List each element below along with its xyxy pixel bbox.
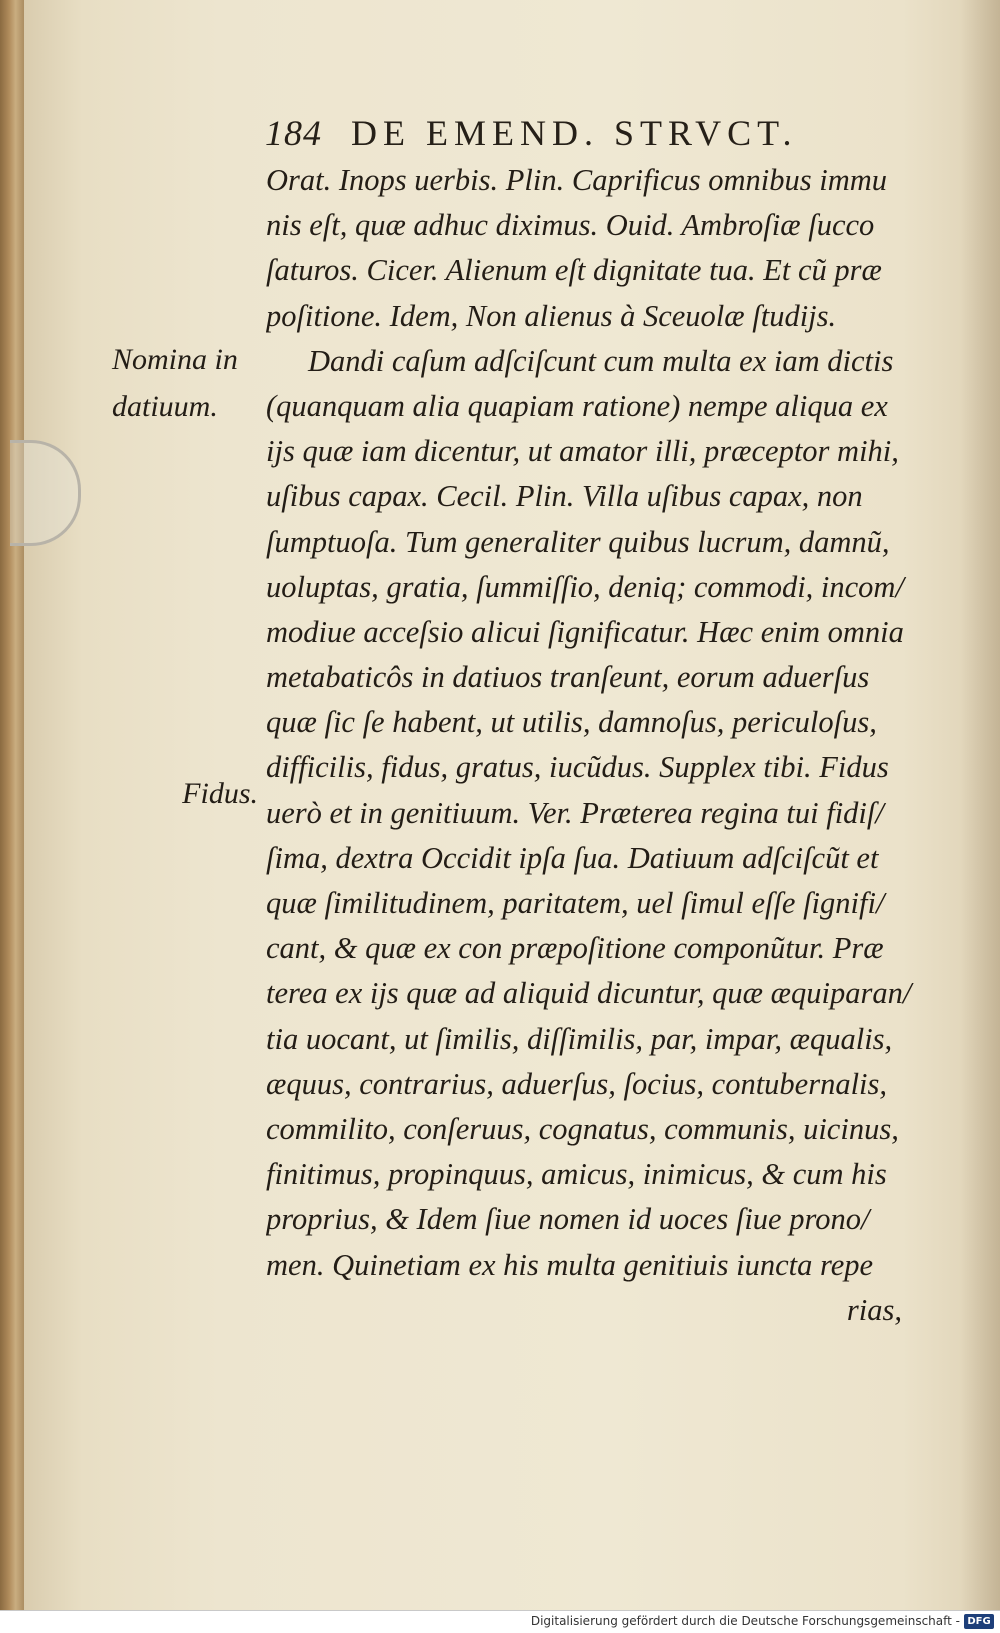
page-header [265, 112, 905, 160]
text-line: uſibus capax. Cecil. Plin. Villa uſibus capax, non [266, 479, 863, 514]
text-line: ijs quæ iam dicentur, ut amator illi, præceptor mihi, [266, 434, 899, 469]
page-number: 184 [265, 113, 322, 153]
footer-credit: Digitalisierung gefördert durch die Deutsche Forschungsgemeinschaft - [530, 1614, 960, 1628]
book-spine-edge [0, 0, 26, 1632]
text-line: ſumptuoſa. Tum generaliter quibus lucrum, damnũ, [266, 524, 890, 559]
text-line: (quanquam alia quapiam ratione) nempe aliqua ex [266, 388, 888, 423]
text-line: nis eſt, quæ adhuc diximus. Ouid. Ambroſiæ ſucco [266, 208, 875, 243]
running-title: DE EMEND. STRVCT. [351, 113, 798, 153]
dfg-logo: DFG [964, 1614, 994, 1629]
text-line: terea ex ijs quæ ad aliquid dicuntur, quæ æquiparan/ [266, 976, 912, 1011]
text-line: difficilis, fidus, gratus, iucũdus. Supplex tibi. Fidus [266, 750, 889, 785]
margin-note-line: Nomina in [112, 343, 238, 376]
margin-note-nomina [112, 343, 252, 377]
digitization-footer [0, 1610, 1000, 1633]
text-line: poſitione. Idem, Non alienus à Sceuolæ ſtudijs. [266, 298, 837, 333]
text-line: uerò et in genitiuum. Ver. Præterea regina tui fidiſ/ [266, 795, 884, 830]
catchword: rias, [846, 1292, 902, 1327]
text-line: commilito, conſeruus, cognatus, communis, uicinus, [266, 1111, 899, 1146]
page-shadow [960, 0, 1000, 1610]
text-line: quæ ſimilitudinem, paritatem, uel ſimul eſſe ſignifi/ [266, 886, 885, 920]
text-line: finitimus, propinquus, amicus, inimicus, & cum his [266, 1157, 887, 1192]
text-line: men. Quinetiam ex his multa genitiuis iuncta repe [266, 1247, 874, 1282]
margin-note-line: Fidus. [182, 777, 258, 810]
text-line: quæ ſic ſe habent, ut utilis, damnoſus, periculoſus, [266, 705, 877, 740]
margin-note-line: datiuum. [112, 390, 218, 423]
text-line: ſaturos. Cicer. Alienum eſt dignitate tua. Et cũ præ [266, 253, 882, 288]
text-line: Orat. Inops uerbis. Plin. Caprificus omnibus immu [266, 163, 888, 197]
text-line: metabaticôs in datiuos tranſeunt, eorum aduerſus [266, 660, 870, 695]
margin-note-datiuum [112, 390, 252, 424]
text-line: tia uocant, ut ſimilis, diſſimilis, par, impar, æqualis, [266, 1021, 893, 1056]
text-line: Dandi caſum adſciſcunt cum multa ex iam dictis [308, 343, 894, 378]
text-line: ſima, dextra Occidit ipſa ſua. Datiuum adſciſcũt et [266, 840, 879, 875]
text-line: cant, & quæ ex con præpoſitione componũtur. Præ [266, 931, 884, 966]
text-line: uoluptas, gratia, ſummiſſio, deniq; commodi, incom/ [266, 569, 904, 604]
margin-note-fidus [158, 777, 258, 811]
body-text [266, 158, 914, 1333]
text-line: proprius, & Idem ſiue nomen id uoces ſiue prono/ [266, 1202, 870, 1237]
text-line: æquus, contrarius, aduerſus, ſocius, contubernalis, [266, 1066, 888, 1101]
text-line: modiue acceſsio alicui ſignificatur. Hæc enim omnia [266, 614, 904, 649]
